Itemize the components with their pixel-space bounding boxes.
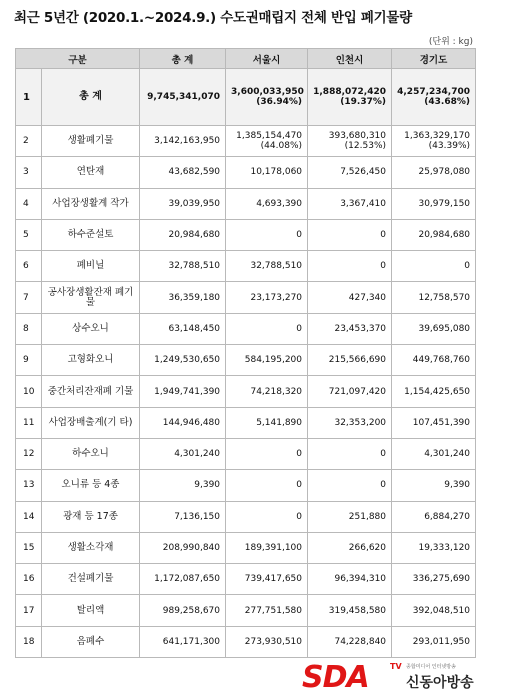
cell-total: 7,136,150 [140, 501, 226, 532]
row-category: 생활소각재 [42, 532, 140, 563]
cell-total: 641,171,300 [140, 626, 226, 657]
cell-total: 20,984,680 [140, 219, 226, 250]
cell-incheon [308, 126, 392, 157]
row-category: 오니류 등 4종 [42, 470, 140, 501]
cell-incheon: 721,097,420 [308, 376, 392, 407]
header-seoul: 서울시 [226, 49, 308, 69]
row-category: 탈리액 [42, 595, 140, 626]
value: 4,257,234,700 [397, 87, 471, 97]
percent: (36.94%) [256, 97, 303, 107]
table-row [16, 219, 476, 250]
cell-incheon: 0 [308, 219, 392, 250]
percent: (43.39%) [428, 141, 471, 152]
row-category: 광재 등 17종 [42, 501, 140, 532]
cell-seoul [226, 126, 308, 157]
row-category: 사업장배출계(기 타) [42, 407, 140, 438]
cell-seoul: 277,751,580 [226, 595, 308, 626]
row-category: 연탄재 [42, 157, 140, 188]
row-number: 9 [16, 345, 42, 376]
page-title: 최근 5년간 (2020.1.~2024.9.) 수도권매립지 전체 반입 폐기물량 [14, 10, 412, 26]
logo-mark: SDA [302, 660, 369, 695]
table-row [16, 282, 476, 313]
row-number: 7 [16, 282, 42, 313]
cell-seoul: 0 [226, 313, 308, 344]
cell-incheon [308, 69, 392, 126]
cell-seoul: 0 [226, 470, 308, 501]
table-row [16, 564, 476, 595]
percent: (44.08%) [260, 141, 303, 152]
row-category: 건설폐기물 [42, 564, 140, 595]
row-category: 음폐수 [42, 626, 140, 657]
cell-incheon: 215,566,690 [308, 345, 392, 376]
cell-seoul: 739,417,650 [226, 564, 308, 595]
cell-incheon: 23,453,370 [308, 313, 392, 344]
cell-total: 39,039,950 [140, 188, 226, 219]
total-row [16, 69, 476, 126]
cell-gyeonggi: 107,451,390 [392, 407, 476, 438]
table-header-row [16, 49, 476, 69]
table-row [16, 313, 476, 344]
table-row [16, 407, 476, 438]
row-category: 고형화오니 [42, 345, 140, 376]
cell-incheon: 0 [308, 470, 392, 501]
row-category: 하수준설토 [42, 219, 140, 250]
row-category: 하수오니 [42, 438, 140, 469]
cell-gyeonggi: 293,011,950 [392, 626, 476, 657]
row-number: 15 [16, 532, 42, 563]
row-category: 폐비닐 [42, 251, 140, 282]
cell-gyeonggi: 20,984,680 [392, 219, 476, 250]
table-row [16, 470, 476, 501]
row-category: 상수오니 [42, 313, 140, 344]
row-category: 공사장생활잔재 폐기물 [42, 282, 140, 313]
table-row [16, 595, 476, 626]
cell-gyeonggi: 392,048,510 [392, 595, 476, 626]
value: 3,600,033,950 [231, 87, 304, 97]
cell-gyeonggi: 25,978,080 [392, 157, 476, 188]
row-number: 5 [16, 219, 42, 250]
value: 393,680,310 [328, 131, 387, 142]
cell-seoul: 189,391,100 [226, 532, 308, 563]
cell-gyeonggi [392, 69, 476, 126]
row-category: 총 계 [42, 69, 140, 126]
cell-gyeonggi: 449,768,760 [392, 345, 476, 376]
row-number: 6 [16, 251, 42, 282]
cell-incheon: 319,458,580 [308, 595, 392, 626]
table-row [16, 532, 476, 563]
cell-seoul: 0 [226, 501, 308, 532]
cell-total: 1,949,741,390 [140, 376, 226, 407]
cell-total: 989,258,670 [140, 595, 226, 626]
cell-incheon: 74,228,840 [308, 626, 392, 657]
cell-total: 208,990,840 [140, 532, 226, 563]
broadcaster-logo [302, 660, 502, 694]
waste-table [15, 48, 476, 658]
table-row [16, 626, 476, 657]
cell-gyeonggi: 6,884,270 [392, 501, 476, 532]
cell-seoul: 0 [226, 438, 308, 469]
cell-total: 43,682,590 [140, 157, 226, 188]
cell-total: 1,172,087,650 [140, 564, 226, 595]
row-category: 중간처리잔재폐 기물 [42, 376, 140, 407]
cell-gyeonggi: 30,979,150 [392, 188, 476, 219]
row-number: 1 [16, 69, 42, 126]
header-category: 구분 [16, 49, 140, 69]
cell-incheon: 427,340 [308, 282, 392, 313]
cell-incheon: 7,526,450 [308, 157, 392, 188]
row-number: 13 [16, 470, 42, 501]
cell-gyeonggi: 4,301,240 [392, 438, 476, 469]
row-number: 17 [16, 595, 42, 626]
row-number: 8 [16, 313, 42, 344]
cell-total: 1,249,530,650 [140, 345, 226, 376]
table-row [16, 376, 476, 407]
cell-total: 4,301,240 [140, 438, 226, 469]
cell-total: 36,359,180 [140, 282, 226, 313]
cell-total: 9,390 [140, 470, 226, 501]
row-category: 생활폐기물 [42, 126, 140, 157]
row-number: 3 [16, 157, 42, 188]
cell-total: 3,142,163,950 [140, 126, 226, 157]
cell-seoul: 584,195,200 [226, 345, 308, 376]
table-row [16, 188, 476, 219]
cell-seoul: 4,693,390 [226, 188, 308, 219]
percent: (19.37%) [340, 97, 387, 107]
cell-total: 63,148,450 [140, 313, 226, 344]
value: 1,385,154,470 [236, 131, 303, 142]
cell-total: 32,788,510 [140, 251, 226, 282]
cell-incheon: 266,620 [308, 532, 392, 563]
header-total: 총 계 [140, 49, 226, 69]
row-number: 14 [16, 501, 42, 532]
cell-total: 144,946,480 [140, 407, 226, 438]
cell-gyeonggi: 336,275,690 [392, 564, 476, 595]
cell-gyeonggi: 9,390 [392, 470, 476, 501]
cell-seoul: 0 [226, 219, 308, 250]
value: 1,363,329,170 [404, 131, 471, 142]
logo-tagline: 종합미디어 인터넷방송 [406, 664, 456, 670]
cell-incheon: 96,394,310 [308, 564, 392, 595]
cell-seoul: 32,788,510 [226, 251, 308, 282]
percent: (12.53%) [344, 141, 387, 152]
cell-incheon: 0 [308, 438, 392, 469]
table-row [16, 157, 476, 188]
table-row [16, 126, 476, 157]
table-row [16, 438, 476, 469]
cell-gyeonggi: 1,154,425,650 [392, 376, 476, 407]
cell-gyeonggi: 19,333,120 [392, 532, 476, 563]
row-number: 10 [16, 376, 42, 407]
cell-incheon: 3,367,410 [308, 188, 392, 219]
header-gyeonggi: 경기도 [392, 49, 476, 69]
value: 1,888,072,420 [313, 87, 387, 97]
cell-gyeonggi: 12,758,570 [392, 282, 476, 313]
percent: (43.68%) [424, 97, 471, 107]
cell-incheon: 0 [308, 251, 392, 282]
row-category: 사업장생활계 작가 [42, 188, 140, 219]
cell-seoul: 23,173,270 [226, 282, 308, 313]
cell-gyeonggi: 0 [392, 251, 476, 282]
table-row [16, 501, 476, 532]
row-number: 18 [16, 626, 42, 657]
row-number: 4 [16, 188, 42, 219]
logo-name: 신동아방송 [406, 675, 474, 691]
cell-incheon: 32,353,200 [308, 407, 392, 438]
cell-total: 9,745,341,070 [140, 69, 226, 126]
cell-gyeonggi: 39,695,080 [392, 313, 476, 344]
table-row [16, 251, 476, 282]
header-incheon: 인천시 [308, 49, 392, 69]
cell-seoul: 74,218,320 [226, 376, 308, 407]
cell-seoul: 5,141,890 [226, 407, 308, 438]
unit-label: (단위 : kg) [428, 37, 473, 47]
cell-incheon: 251,880 [308, 501, 392, 532]
cell-seoul [226, 69, 308, 126]
cell-seoul: 273,930,510 [226, 626, 308, 657]
row-number: 16 [16, 564, 42, 595]
row-number: 11 [16, 407, 42, 438]
table-row [16, 345, 476, 376]
cell-seoul: 10,178,060 [226, 157, 308, 188]
cell-gyeonggi [392, 126, 476, 157]
row-number: 2 [16, 126, 42, 157]
logo-tv: TV [390, 662, 402, 671]
row-number: 12 [16, 438, 42, 469]
